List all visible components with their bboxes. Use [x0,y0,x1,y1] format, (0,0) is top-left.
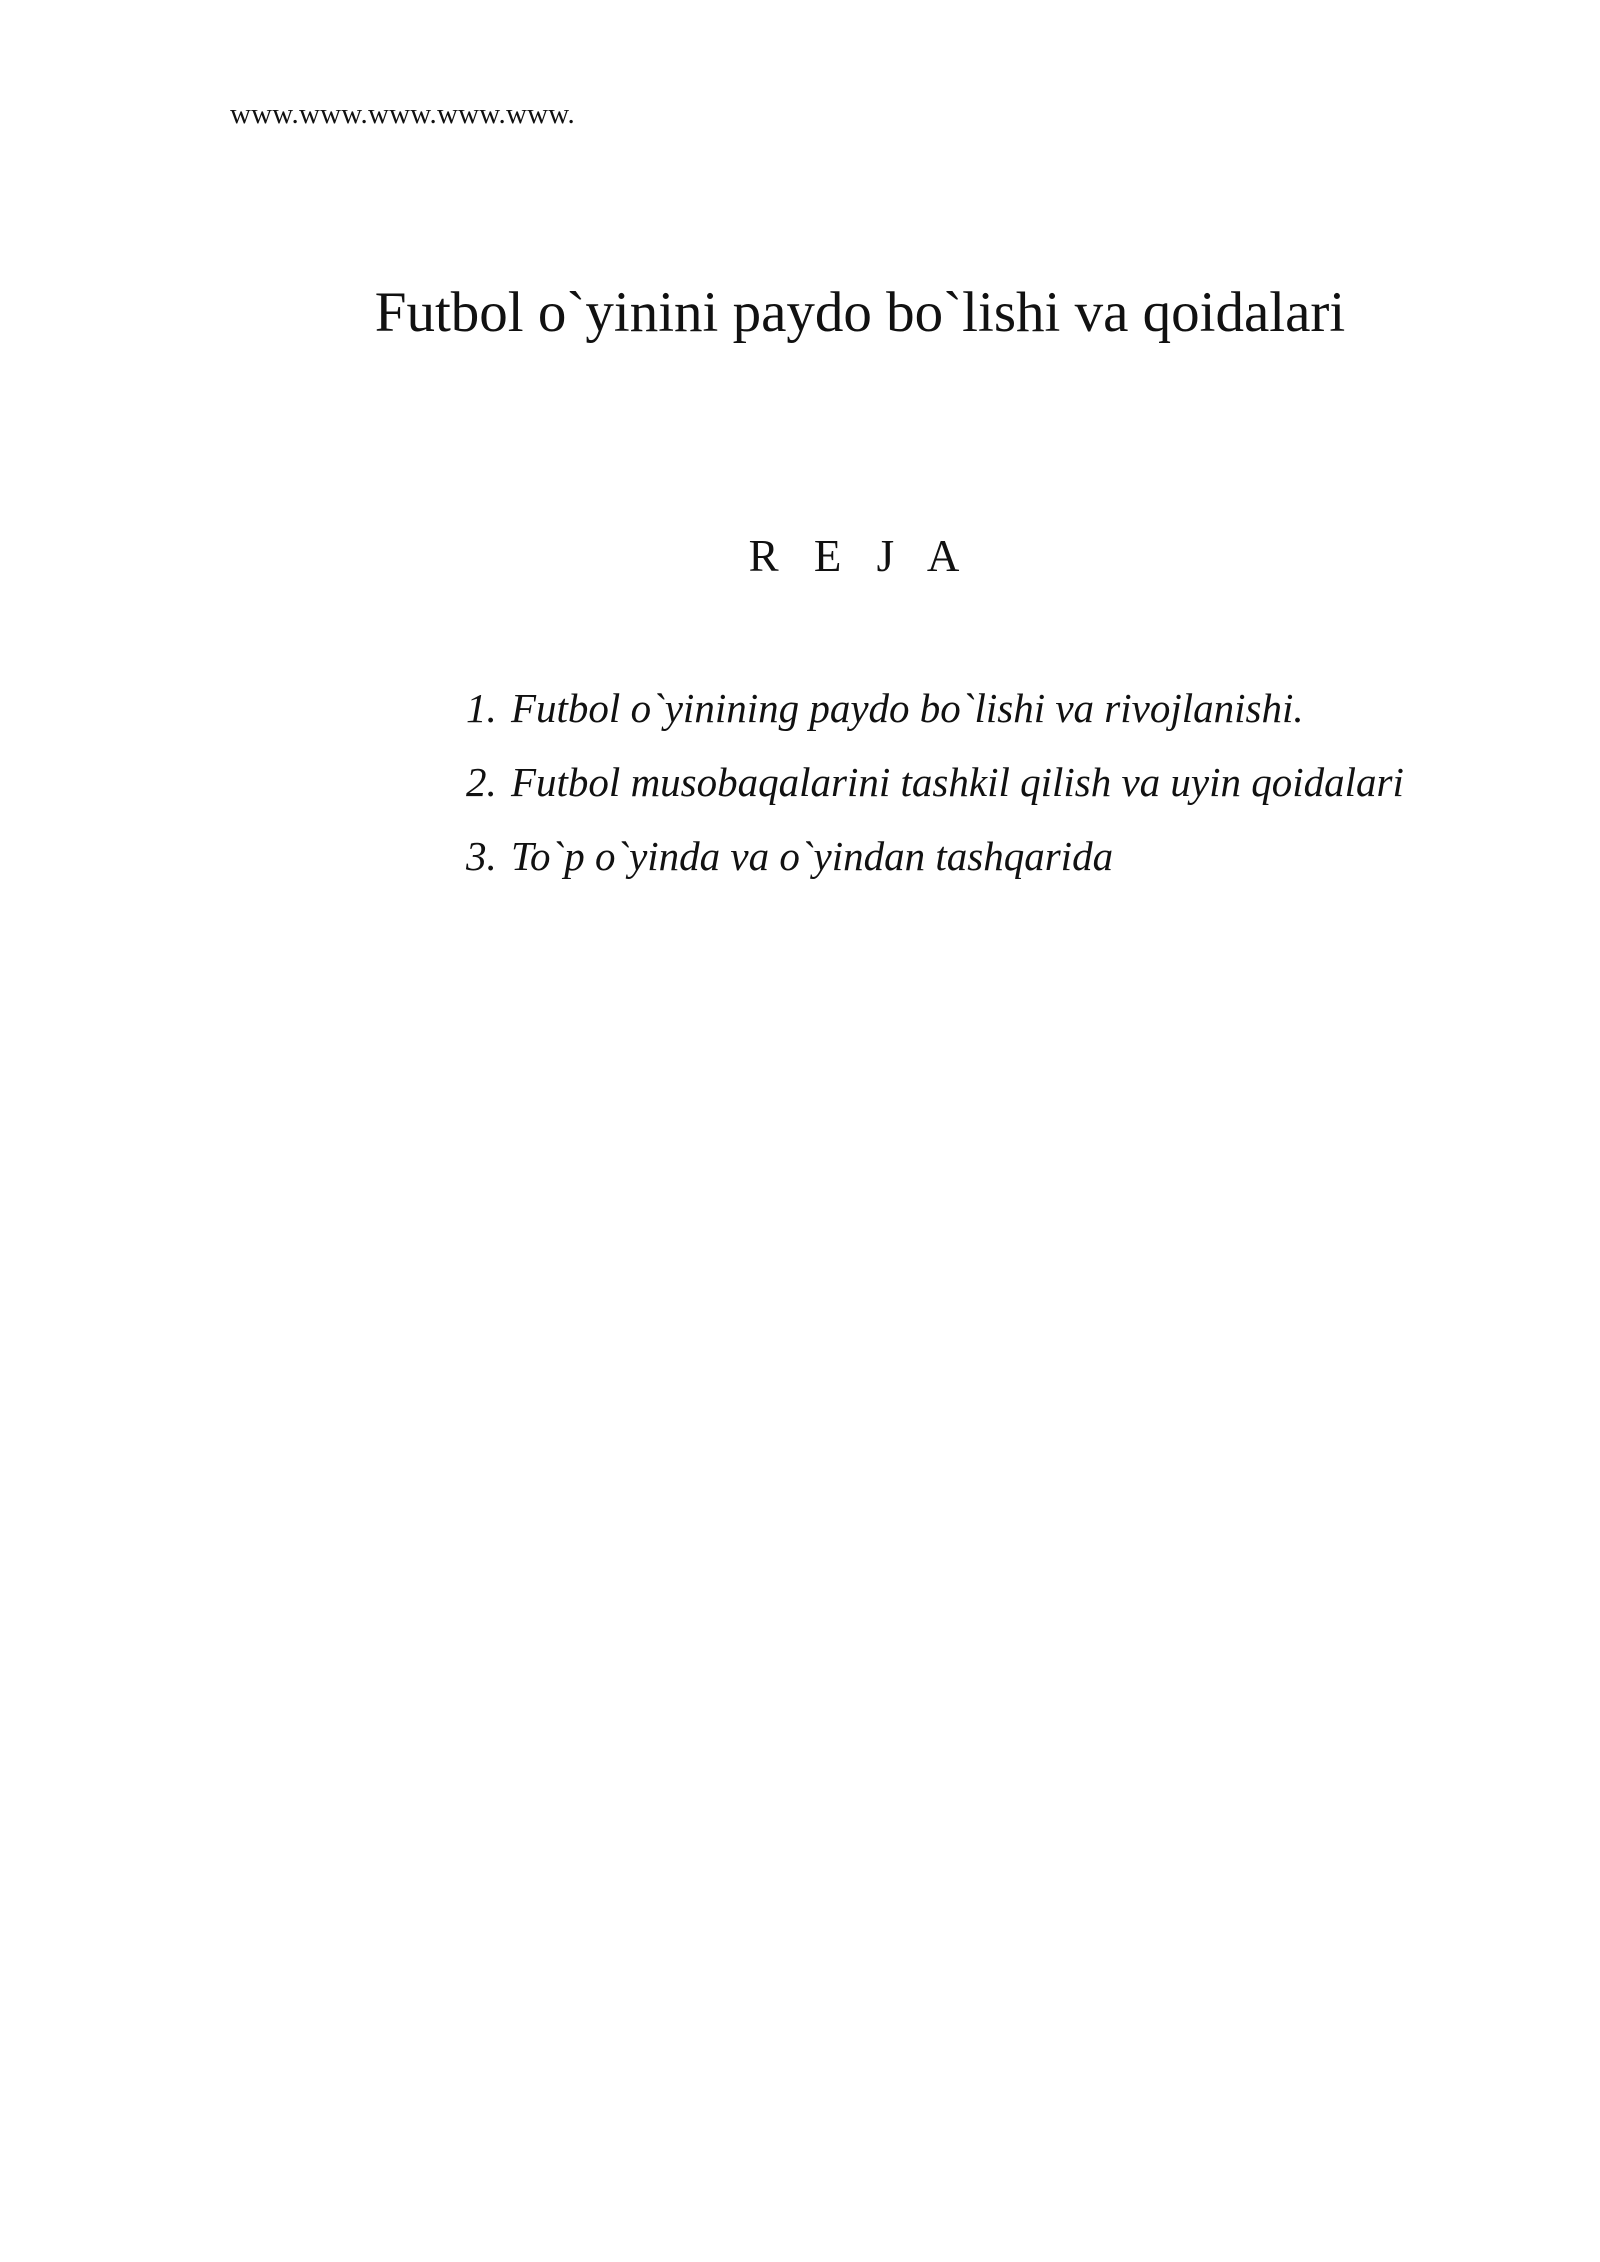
list-item [466,682,1404,756]
list-item-number: 1. [466,685,497,731]
plan-list [466,682,1404,904]
list-item-number: 3. [466,833,497,879]
list-item-text: Futbol musobaqalarini tashkil qilish va uyin qoidalari [511,759,1404,805]
list-item [466,756,1404,830]
list-item-text: Futbol o`yinining paydo bo`lishi va rivojlanishi. [511,685,1304,731]
plan-heading: R E J A [748,531,972,581]
list-item-number: 2. [466,759,497,805]
list-item [466,830,1404,904]
list-item-text: To`p o`yinda va o`yindan tashqarida [511,833,1114,879]
header-url-text: www.www.www.www.www. [230,98,575,130]
page-title: Futbol o`yinini paydo bo`lishi va qoidalari [374,281,1346,344]
